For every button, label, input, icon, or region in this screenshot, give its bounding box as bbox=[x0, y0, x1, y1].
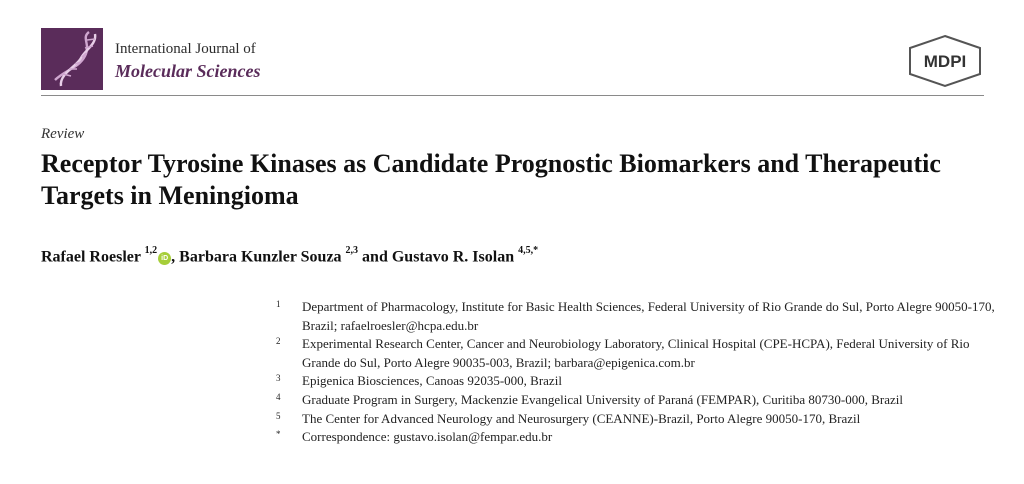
publisher-name: MDPI bbox=[923, 52, 967, 71]
author-name: Gustavo R. Isolan bbox=[391, 248, 515, 266]
affiliation-item bbox=[276, 410, 996, 429]
correspondence-item bbox=[276, 428, 996, 447]
author-separator: , bbox=[171, 248, 180, 266]
journal-header bbox=[41, 28, 984, 96]
article-type: Review bbox=[41, 126, 85, 142]
affiliation-item bbox=[276, 391, 996, 410]
affiliation-number: 5 bbox=[276, 410, 281, 421]
journal-name-line1: International Journal of bbox=[115, 41, 256, 57]
affiliation-text: The Center for Advanced Neurology and Neurosurgery (CEANNE)-Brazil, Porto Alegre 90050-170, Brazil bbox=[302, 410, 861, 426]
affiliation-text: Graduate Program in Surgery, Mackenzie Evangelical University of Paraná (FEMPAR), Curitiba 80730-000, Brazil bbox=[302, 391, 903, 407]
affiliation-text: Epigenica Biosciences, Canoas 92035-000, Brazil bbox=[302, 373, 562, 389]
affiliation-number: 1 bbox=[276, 299, 281, 309]
author-affiliation-marker: 1,2 bbox=[144, 245, 158, 256]
author-name: Barbara Kunzler Souza bbox=[179, 248, 342, 266]
affiliation-number: 3 bbox=[276, 373, 281, 384]
orcid-icon[interactable]: iD bbox=[158, 252, 171, 265]
affiliation-item bbox=[276, 298, 996, 335]
header-divider bbox=[41, 95, 984, 96]
author-affiliation-marker: 2,3 bbox=[345, 245, 359, 256]
journal-name-line2: Molecular Sciences bbox=[115, 61, 261, 81]
journal-name bbox=[115, 38, 261, 82]
affiliation-text: Experimental Research Center, Cancer and Neurobiology Laboratory, Clinical Hospital (CPE-HCPA), Federal University of Rio Grande do Sul, Porto Alegre 90035-003, Brazil; barbara@epigenica.com.br bbox=[302, 336, 970, 370]
affiliation-list bbox=[276, 298, 996, 447]
author-name: Rafael Roesler bbox=[41, 248, 141, 266]
affiliation-number: 2 bbox=[276, 336, 281, 347]
affiliation-item bbox=[276, 335, 996, 372]
correspondence-text[interactable]: Correspondence: gustavo.isolan@fempar.edu.br bbox=[302, 429, 553, 445]
author-list bbox=[41, 247, 538, 266]
affiliation-item bbox=[276, 372, 996, 391]
author-separator: and bbox=[358, 248, 392, 266]
author-affiliation-marker: 4,5,* bbox=[518, 245, 539, 256]
correspondence-marker: * bbox=[276, 429, 281, 440]
dna-helix-icon bbox=[41, 28, 103, 90]
mdpi-logo bbox=[906, 34, 984, 88]
affiliation-number: 4 bbox=[276, 391, 281, 402]
article-title: Receptor Tyrosine Kinases as Candidate Prognostic Biomarkers and Therapeutic Targets in Meningioma bbox=[41, 149, 941, 210]
affiliation-text: Department of Pharmacology, Institute for Basic Health Sciences, Federal University of Rio Grande do Sul, Porto Alegre 90050-170, Brazil; rafaelroesler@hcpa.edu.br bbox=[302, 299, 995, 333]
